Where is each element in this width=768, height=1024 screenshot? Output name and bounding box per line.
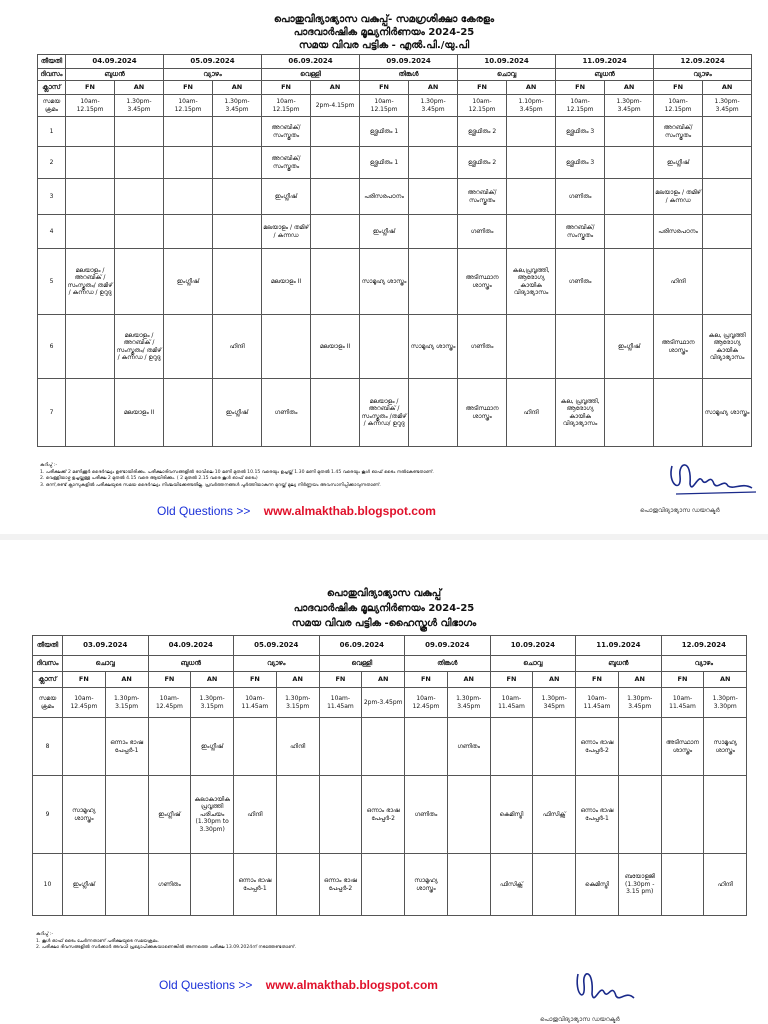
time-cell: 1.30pm-3.45pm: [115, 95, 164, 117]
date-cell: 05.09.2024: [234, 636, 320, 656]
subject-cell: [409, 117, 458, 147]
old-questions-label: Old Questions >>: [159, 978, 253, 992]
class-label: ക്ലാസ്: [38, 81, 66, 95]
subject-cell: [618, 776, 661, 854]
subject-cell: സാമൂഹ്യ ശാസ്ത്രം: [63, 776, 106, 854]
subject-cell: സാമൂഹ്യ ശാസ്ത്രം: [360, 249, 409, 315]
day-cell: ബുധൻ: [148, 656, 234, 672]
day-cell: വ്യാഴം: [164, 69, 262, 81]
subject-cell: ഹിന്ദി: [654, 249, 703, 315]
subject-cell: കല, പ്രവൃത്തി, ആരോഗ്യ കായിക വിദ്യാഭ്യാസം: [556, 379, 605, 447]
time-cell: 2pm-3.45pm: [362, 688, 405, 718]
subject-cell: ഫിസിക്സ്: [533, 776, 576, 854]
time-cell: 1.30pm-3.45pm: [703, 95, 752, 117]
subject-cell: [164, 117, 213, 147]
class-number: 8: [33, 718, 63, 776]
subject-cell: അടിസ്ഥാന ശാസ്ത്രം: [458, 379, 507, 447]
subject-cell: [703, 249, 752, 315]
subject-cell: ഗണിതം: [458, 215, 507, 249]
timetable-2: [32, 635, 747, 916]
session-fn: FN: [148, 672, 191, 688]
subject-cell: കെമിസ്ട്രി: [490, 776, 533, 854]
subject-cell: [115, 215, 164, 249]
subject-cell: [66, 315, 115, 379]
session-fn: FN: [63, 672, 106, 688]
subject-cell: ഇംഗ്ലീഷ്: [148, 776, 191, 854]
table-row: [38, 147, 752, 179]
subject-cell: [164, 179, 213, 215]
notes: [36, 932, 636, 952]
subject-cell: [507, 215, 556, 249]
date-cell: 11.09.2024: [556, 55, 654, 69]
session-an: AN: [704, 672, 747, 688]
subject-cell: ഗണിതം: [262, 379, 311, 447]
note-item: 2. പരീക്ഷാ ദിവസങ്ങളിൽ സർക്കാർ അവധി പ്രഖ്യാപിക്കുകയാണെങ്കിൽ അന്നത്തെ പരീക്ഷ 13.09.2024ന് നടത്തേണ്ടതാണ്.: [36, 945, 297, 950]
subject-cell: മലയാളം II: [311, 315, 360, 379]
day-cell: ബുധൻ: [556, 69, 654, 81]
subject-cell: ഇംഗ്ലീഷ്: [164, 249, 213, 315]
day-cell: വ്യാഴം: [661, 656, 747, 672]
date-cell: 09.09.2024: [360, 55, 458, 69]
subject-cell: [533, 718, 576, 776]
date-cell: 10.09.2024: [490, 636, 576, 656]
subject-cell: കെമിസ്ട്രി: [576, 854, 619, 916]
session-fn: FN: [458, 81, 507, 95]
time-cell: 10am-11.45am: [661, 688, 704, 718]
subject-cell: [409, 179, 458, 215]
class-number: 2: [38, 147, 66, 179]
notes-label: കുറിപ്പ് :-: [36, 932, 54, 937]
subject-cell: അറബിക്/ സംസ്കൃതം: [654, 117, 703, 147]
subject-cell: [164, 379, 213, 447]
subject-cell: [703, 179, 752, 215]
subject-cell: [605, 179, 654, 215]
time-label: സമയ ക്രമം: [33, 688, 63, 718]
subject-cell: ഇംഗ്ലീഷ്: [191, 718, 234, 776]
session-fn: FN: [360, 81, 409, 95]
time-cell: 1.30pm-3.15pm: [191, 688, 234, 718]
subject-cell: [362, 854, 405, 916]
subject-cell: അറബിക്/ സംസ്കൃതം: [262, 147, 311, 179]
subject-cell: സാമൂഹ്യ ശാസ്ത്രം: [704, 718, 747, 776]
subject-cell: കല,പ്രവൃത്തി, ആരോഗ്യ കായിക വിദ്യാഭ്യാസം: [507, 249, 556, 315]
time-cell: 1.30pm-3.45pm: [605, 95, 654, 117]
timetable-1: [37, 54, 752, 447]
day-cell: വ്യാഴം: [654, 69, 752, 81]
subject-cell: [409, 249, 458, 315]
heading-department: പൊതുവിദ്യാഭ്യാസ വകുപ്പ്: [326, 588, 442, 599]
subject-cell: [556, 315, 605, 379]
table-row: [38, 215, 752, 249]
session-fn: FN: [490, 672, 533, 688]
time-cell: 1.10pm-3.45pm: [507, 95, 556, 117]
subject-cell: [311, 215, 360, 249]
subject-cell: [164, 215, 213, 249]
session-an: AN: [618, 672, 661, 688]
session-an: AN: [362, 672, 405, 688]
subject-cell: ഗണിതം: [447, 718, 490, 776]
session-fn: FN: [556, 81, 605, 95]
table-row: [38, 379, 752, 447]
table-row: [38, 179, 752, 215]
subject-cell: [311, 249, 360, 315]
time-cell: 10am-12.15pm: [360, 95, 409, 117]
time-cell: 10am-12.15pm: [66, 95, 115, 117]
subject-cell: [360, 315, 409, 379]
table-row: [33, 776, 747, 854]
subject-cell: [311, 147, 360, 179]
subject-cell: മലയാളം / തമിഴ് / കന്നഡ: [654, 179, 703, 215]
subject-cell: ഹിന്ദി: [234, 776, 277, 854]
subject-cell: പരിസരപഠനം: [654, 215, 703, 249]
day-cell: വെള്ളി: [319, 656, 405, 672]
subject-cell: [703, 215, 752, 249]
session-fn: FN: [319, 672, 362, 688]
day-cell: വ്യാഴം: [234, 656, 320, 672]
heading-section: സമയ വിവര പട്ടിക - എൽ.പി./യു.പി: [298, 40, 470, 51]
subject-cell: [319, 718, 362, 776]
subject-cell: [105, 776, 148, 854]
date-cell: 12.09.2024: [654, 55, 752, 69]
subject-cell: [66, 117, 115, 147]
date-cell: 10.09.2024: [458, 55, 556, 69]
subject-cell: ഒന്നാം ഭാഷ പേപ്പർ-1: [576, 776, 619, 854]
subject-cell: ബയോളജി (1.30pm - 3.15 pm): [618, 854, 661, 916]
session-fn: FN: [234, 672, 277, 688]
subject-cell: മലയാളം II: [115, 379, 164, 447]
day-cell: ചൊവ്വ: [63, 656, 149, 672]
subject-cell: [262, 315, 311, 379]
subject-cell: [276, 776, 319, 854]
heading-exam: പാദവാർഷിക മൂല്യനിർണയം 2024-25: [293, 27, 475, 38]
time-cell: 1.30pm-3.45pm: [447, 688, 490, 718]
signature-image: [662, 454, 762, 502]
subject-cell: ഉദ്ഗ്രഥിതം 1: [360, 147, 409, 179]
note-item: 1. പരീക്ഷക്ക് 2 മണിക്കൂർ ദൈർഘ്യം ഉണ്ടായിരിക്കും. പരീക്ഷാദിവസങ്ങളിൽ രാവിലെ 10 മണി മുതൽ 10.15 വരെയും ഉച്ചയ്ക്ക് 1.30 മണി മുതൽ 1.45 വരെയും കൂൾ ഓഫ് ടൈം നൽകേണ്ടതാണ്.: [40, 469, 434, 475]
subject-cell: [115, 117, 164, 147]
subject-cell: [605, 379, 654, 447]
subject-cell: [66, 379, 115, 447]
subject-cell: ഹിന്ദി: [704, 854, 747, 916]
table-row: [38, 315, 752, 379]
date-cell: 04.09.2024: [148, 636, 234, 656]
subject-cell: ഇംഗ്ലീഷ്: [654, 147, 703, 179]
day-cell: ചൊവ്വ: [458, 69, 556, 81]
old-questions-link[interactable]: [159, 978, 438, 992]
subject-cell: [213, 215, 262, 249]
date-cell: 05.09.2024: [164, 55, 262, 69]
session-an: AN: [191, 672, 234, 688]
subject-cell: [66, 215, 115, 249]
session-an: AN: [276, 672, 319, 688]
notes-label: കുറിപ്പ് :-: [40, 463, 58, 468]
date-cell: 06.09.2024: [262, 55, 360, 69]
note-item: 2. വെള്ളിയാഴ്ച ഉച്ചയ്ക്കുള്ള പരീക്ഷ 2 മുതൽ 4.15 വരെ ആയിരിക്കും. ( 2 മുതൽ 2.15 വരെ കൂൾ ഓഫ് ടൈം): [40, 476, 258, 481]
day-cell: വെള്ളി: [262, 69, 360, 81]
time-cell: 1.30pm-3.15pm: [105, 688, 148, 718]
time-cell: 1.30pm-3.30pm: [704, 688, 747, 718]
subject-cell: [618, 718, 661, 776]
subject-cell: കലാകായിക പ്രവൃത്തി പരിചയം (1.30pm to 3.30pm): [191, 776, 234, 854]
session-fn: FN: [164, 81, 213, 95]
subject-cell: മലയാളം II: [262, 249, 311, 315]
subject-cell: ഉദ്ഗ്രഥിതം 2: [458, 117, 507, 147]
session-an: AN: [533, 672, 576, 688]
day-cell: തിങ്കൾ: [405, 656, 491, 672]
subject-cell: [66, 147, 115, 179]
subject-cell: [115, 179, 164, 215]
day-label: ദിവസം: [38, 69, 66, 81]
subject-cell: ഇംഗ്ലീഷ്: [63, 854, 106, 916]
subject-cell: [533, 854, 576, 916]
subject-cell: ഉദ്ഗ്രഥിതം 1: [360, 117, 409, 147]
old-questions-link[interactable]: [157, 504, 436, 518]
time-cell: 10am-12.15pm: [164, 95, 213, 117]
date-cell: 06.09.2024: [319, 636, 405, 656]
subject-cell: ഒന്നാം ഭാഷ പേപ്പർ-1: [105, 718, 148, 776]
signatory-title: പൊതുവിദ്യാഭ്യാസ ഡയറക്ടർ: [540, 1016, 620, 1023]
subject-cell: ഒന്നാം ഭാഷ പേപ്പർ-1: [234, 854, 277, 916]
class-number: 10: [33, 854, 63, 916]
subject-cell: [115, 147, 164, 179]
session-fn: FN: [654, 81, 703, 95]
subject-cell: [115, 249, 164, 315]
subject-cell: [66, 179, 115, 215]
date-cell: 11.09.2024: [576, 636, 662, 656]
time-cell: 10am-12.15pm: [458, 95, 507, 117]
subject-cell: [63, 718, 106, 776]
subject-cell: [661, 854, 704, 916]
class-number: 4: [38, 215, 66, 249]
subject-cell: [447, 854, 490, 916]
subject-cell: അടിസ്ഥാന ശാസ്ത്രം: [458, 249, 507, 315]
class-number: 6: [38, 315, 66, 379]
heading-exam: പാദവാർഷിക മൂല്യനിർണയം 2024-25: [293, 603, 475, 614]
timetable-high-school: [0, 540, 768, 1024]
subject-cell: ഇംഗ്ലീഷ്: [213, 379, 262, 447]
signature-image: [570, 964, 640, 1014]
session-fn: FN: [262, 81, 311, 95]
date-cell: 09.09.2024: [405, 636, 491, 656]
time-cell: 1.30pm-345pm: [533, 688, 576, 718]
subject-cell: [234, 718, 277, 776]
old-questions-label: Old Questions >>: [157, 504, 251, 518]
day-label: ദിവസം: [33, 656, 63, 672]
site-url[interactable]: www.almakthab.blogspot.com: [263, 504, 436, 518]
session-an: AN: [507, 81, 556, 95]
subject-cell: ഉദ്ഗ്രഥിതം 2: [458, 147, 507, 179]
subject-cell: ഒന്നാം ഭാഷ പേപ്പർ-2: [576, 718, 619, 776]
session-fn: FN: [66, 81, 115, 95]
heading-department: പൊതുവിദ്യാഭ്യാസ വകുപ്പ്- സമഗ്രശിക്ഷാ കേരളം: [273, 14, 495, 25]
subject-cell: [703, 147, 752, 179]
class-number: 3: [38, 179, 66, 215]
time-cell: 10am-12.15pm: [654, 95, 703, 117]
signatory-title: പൊതുവിദ്യാഭ്യാസ ഡയറക്ടർ: [640, 507, 720, 514]
session-an: AN: [703, 81, 752, 95]
time-cell: 10am-12.45pm: [63, 688, 106, 718]
note-item: 1. കൂൾ ഓഫ് ടൈം ചേർന്നതാണ് പരീക്ഷയുടെ സമയക്രമം.: [36, 938, 159, 944]
subject-cell: [605, 249, 654, 315]
subject-cell: ഉദ്ഗ്രഥിതം 3: [556, 147, 605, 179]
subject-cell: ഒന്നാം ഭാഷ പേപ്പർ-2: [362, 776, 405, 854]
subject-cell: [703, 117, 752, 147]
subject-cell: [148, 718, 191, 776]
subject-cell: മലയാളം / അറബിക് /സംസ്കൃതം/ തമിഴ് / കന്നഡ / ഉറുദു: [66, 249, 115, 315]
subject-cell: [447, 776, 490, 854]
subject-cell: മലയാളം / അറബിക് /സംസ്കൃതം/ തമിഴ് / കന്നഡ / ഉറുദു: [115, 315, 164, 379]
subject-cell: മലയാളം / അറബിക് /സംസ്കൃതം /തമിഴ് / കന്നഡ/ ഉറുദു: [360, 379, 409, 447]
table-row: [38, 117, 752, 147]
subject-cell: ഫിസിക്സ്: [490, 854, 533, 916]
note-item: 3. ഒന്ന്,രണ്ട് ക്ലാസുകളിൽ പരീക്ഷയുടെ സമയ ദൈർഘ്യം നിശ്ചയിക്കേണ്ടതില്ല. പ്രവർത്തനങ്ങൾ പൂർത്തിയാകുന്ന മുറയ്ക്ക് മൂല്യ നിർണ്ണയം അവസാനിപ്പിക്കാവുന്നതാണ്.: [40, 482, 381, 488]
session-an: AN: [105, 672, 148, 688]
subject-cell: [605, 147, 654, 179]
session-an: AN: [311, 81, 360, 95]
table-row: [33, 718, 747, 776]
subject-cell: ഇംഗ്ലീഷ്: [360, 215, 409, 249]
subject-cell: അറബിക്/ സംസ്കൃതം: [262, 117, 311, 147]
subject-cell: [311, 117, 360, 147]
time-cell: 10am-11.45am: [576, 688, 619, 718]
time-cell: 10am-12.45pm: [405, 688, 448, 718]
subject-cell: മലയാളം / തമിഴ് / കന്നഡ: [262, 215, 311, 249]
time-label: സമയ ക്രമം: [38, 95, 66, 117]
time-cell: 10am-12.45pm: [148, 688, 191, 718]
subject-cell: [507, 179, 556, 215]
site-url[interactable]: www.almakthab.blogspot.com: [265, 978, 438, 992]
subject-cell: ഹിന്ദി: [213, 315, 262, 379]
session-fn: FN: [405, 672, 448, 688]
subject-cell: [507, 315, 556, 379]
time-cell: 10am-11.45am: [319, 688, 362, 718]
subject-cell: കല, പ്രവൃത്തി ആരോഗ്യ കായിക വിദ്യാഭ്യാസം: [703, 315, 752, 379]
subject-cell: ഗണിതം: [405, 776, 448, 854]
subject-cell: പരിസരപഠനം: [360, 179, 409, 215]
session-fn: FN: [661, 672, 704, 688]
subject-cell: ഗണിതം: [556, 179, 605, 215]
session-an: AN: [605, 81, 654, 95]
session-an: AN: [213, 81, 262, 95]
subject-cell: അടിസ്ഥാന ശാസ്ത്രം: [661, 718, 704, 776]
subject-cell: സാമൂഹ്യ ശാസ്ത്രം: [405, 854, 448, 916]
time-cell: 10am-11.45am: [234, 688, 277, 718]
subject-cell: [311, 179, 360, 215]
subject-cell: [507, 117, 556, 147]
table-row: [38, 249, 752, 315]
subject-cell: സാമൂഹ്യ ശാസ്ത്രം: [703, 379, 752, 447]
day-cell: തിങ്കൾ: [360, 69, 458, 81]
subject-cell: ഗണിതം: [556, 249, 605, 315]
subject-cell: [319, 776, 362, 854]
heading-section: സമയ വിവര പട്ടിക -ഹൈസ്കൂൾ വിഭാഗം: [291, 618, 477, 629]
date-label: തീയതി: [38, 55, 66, 69]
class-number: 9: [33, 776, 63, 854]
session-an: AN: [447, 672, 490, 688]
subject-cell: [276, 854, 319, 916]
subject-cell: ഹിന്ദി: [276, 718, 319, 776]
table-row: [33, 854, 747, 916]
subject-cell: ഹിന്ദി: [507, 379, 556, 447]
subject-cell: [362, 718, 405, 776]
class-label: ക്ലാസ്: [33, 672, 63, 688]
subject-cell: ഒന്നാം ഭാഷ പേപ്പർ-2: [319, 854, 362, 916]
subject-cell: [164, 315, 213, 379]
subject-cell: [213, 249, 262, 315]
date-cell: 03.09.2024: [63, 636, 149, 656]
subject-cell: [164, 147, 213, 179]
subject-cell: സാമൂഹ്യ ശാസ്ത്രം: [409, 315, 458, 379]
subject-cell: [213, 147, 262, 179]
day-cell: ചൊവ്വ: [490, 656, 576, 672]
day-cell: ബുധൻ: [66, 69, 164, 81]
subject-cell: [405, 718, 448, 776]
subject-cell: അടിസ്ഥാന ശാസ്ത്രം: [654, 315, 703, 379]
time-cell: 1.30pm-3.45pm: [213, 95, 262, 117]
subject-cell: [605, 215, 654, 249]
subject-cell: അറബിക്/സംസ്കൃതം: [556, 215, 605, 249]
session-fn: FN: [576, 672, 619, 688]
day-cell: ബുധൻ: [576, 656, 662, 672]
time-cell: 10am-11.45am: [490, 688, 533, 718]
time-cell: 1.30pm-3.45pm: [409, 95, 458, 117]
time-cell: 2pm-4.15pm: [311, 95, 360, 117]
subject-cell: [490, 718, 533, 776]
subject-cell: ഗണിതം: [148, 854, 191, 916]
subject-cell: [311, 379, 360, 447]
subject-cell: ഇംഗ്ലീഷ്: [262, 179, 311, 215]
time-cell: 10am-12.15pm: [556, 95, 605, 117]
subject-cell: ഇംഗ്ലീഷ്: [605, 315, 654, 379]
date-cell: 12.09.2024: [661, 636, 747, 656]
time-cell: 1.30pm-3.45pm: [618, 688, 661, 718]
subject-cell: [605, 117, 654, 147]
class-number: 5: [38, 249, 66, 315]
subject-cell: [213, 117, 262, 147]
subject-cell: അറബിക്/സംസ്കൃതം: [458, 179, 507, 215]
date-cell: 04.09.2024: [66, 55, 164, 69]
subject-cell: ഉദ്ഗ്രഥിതം 3: [556, 117, 605, 147]
notes: [40, 463, 660, 489]
subject-cell: [704, 776, 747, 854]
subject-cell: [409, 147, 458, 179]
session-an: AN: [115, 81, 164, 95]
subject-cell: [191, 854, 234, 916]
subject-cell: [213, 179, 262, 215]
class-number: 1: [38, 117, 66, 147]
session-an: AN: [409, 81, 458, 95]
date-label: തീയതി: [33, 636, 63, 656]
subject-cell: [409, 215, 458, 249]
subject-cell: [661, 776, 704, 854]
time-cell: 10am-12.15pm: [262, 95, 311, 117]
subject-cell: [105, 854, 148, 916]
subject-cell: [654, 379, 703, 447]
subject-cell: ഗണിതം: [458, 315, 507, 379]
subject-cell: [409, 379, 458, 447]
time-cell: 1.30pm-3.15pm: [276, 688, 319, 718]
class-number: 7: [38, 379, 66, 447]
subject-cell: [507, 147, 556, 179]
